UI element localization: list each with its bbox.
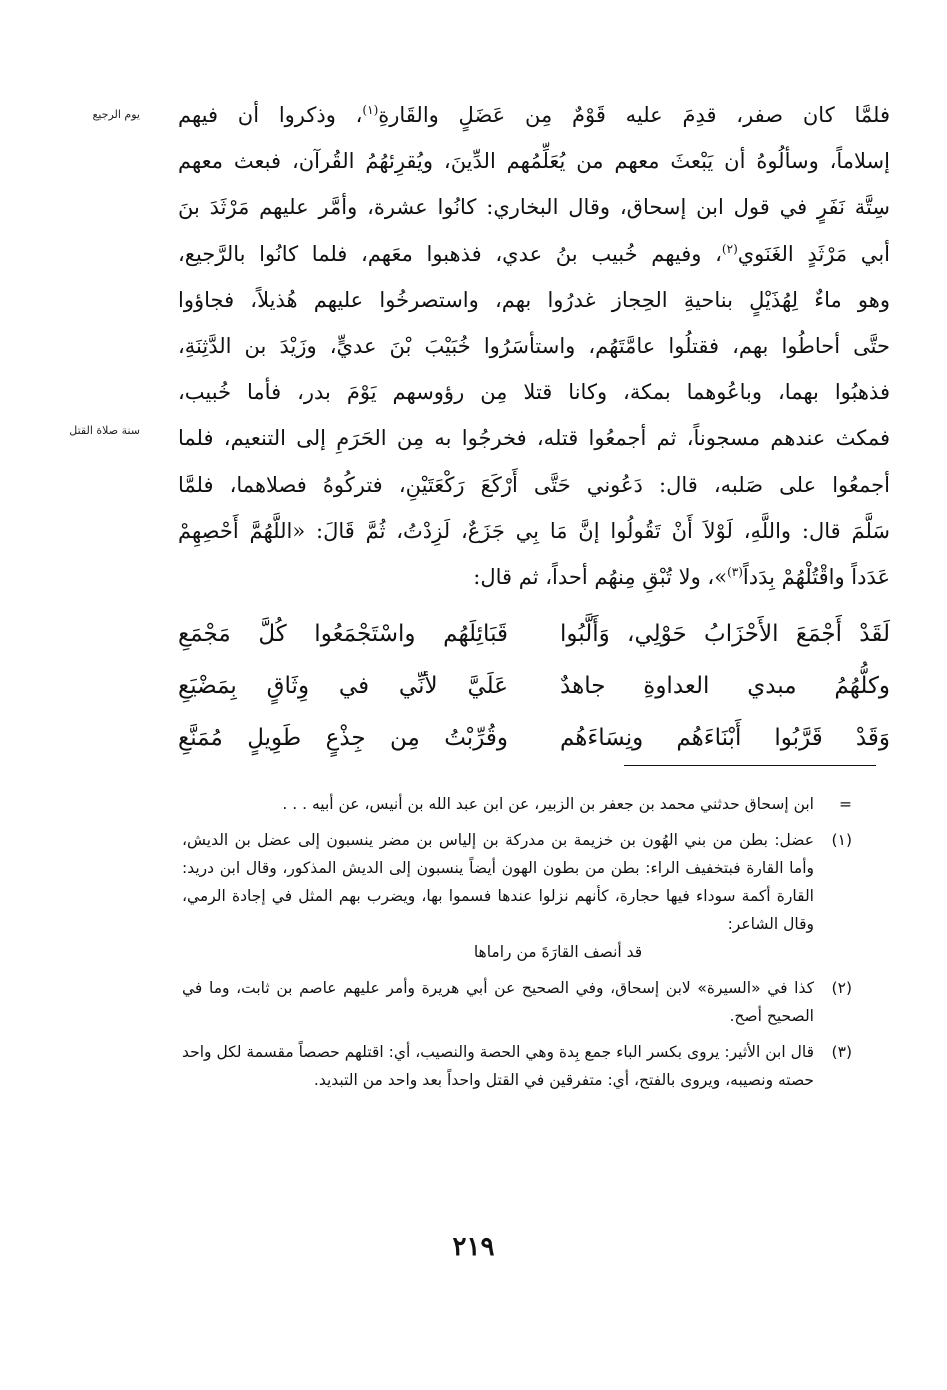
footnote-text: ابن إسحاق حدثني محمد بن جعفر بن الزبير، عن ابن عبد الله بن أنيس، عن أبيه . . .: [282, 795, 814, 813]
side-note-sunnat-salat-al-qatl: سنة صلاة القتل: [69, 424, 140, 437]
text-line-1: فلمَّا كان صفر، قدِمَ عليه قَوْمٌ مِن عَضَلٍ والقَارةِ$^{(١)}$، وذكروا أن فيهم: [178, 103, 890, 127]
page-number: ٢١٩: [452, 1232, 495, 1262]
footnote-ref-1: (١): [362, 103, 379, 117]
footnote-verse: قد أنصف القارَةَ من راماها: [473, 943, 643, 961]
text-line-7: فذهبُوا بهما، وباعُوهما بمكة، وكانا قتلا مِن رؤوسهم يَوْمَ بدر، فأما خُبيب،: [178, 380, 890, 405]
text-line-10: سَلَّمَ قال: واللَّهِ، لَوْلاَ أَنْ تَقُولُوا إنَّ مَا بِي جَزَعٌ، لَزِدْتُ، ثُمَّ قَالَ: «اللَّهُمَّ أَحْصِهِمْ: [178, 518, 890, 543]
poem-hemistich-left: وقُرِّبْتُ مِن جِذْعٍ طَوِيلٍ مُمَنَّعِ: [178, 725, 508, 751]
footnote-2: [182, 974, 852, 1030]
text-line-4: أبي مَرْثَدٍ الغَنَوي$^{(٢)}$، وفيهم خُبيب بنُ عدي، فذهبوا معَهم، فلما كانُوا بالرَّجيع،: [178, 241, 890, 266]
poem-block: [178, 608, 890, 764]
poem-verse: [178, 660, 890, 712]
poem-verse: [178, 608, 890, 660]
text-line-3: سِتَّة نَفَرٍ في قول ابن إسحاق، وقال البخاري: كانُوا عشرة، وأمَّر عليهم مَرْثَدَ بنَ: [178, 195, 890, 220]
footnote-marker: (٣): [831, 1043, 852, 1061]
footnotes-block: [182, 790, 852, 1102]
footnote-separator: [624, 765, 876, 766]
poem-hemistich-right: وَقَدْ قَرَّبُوا أَبْنَاءَهُم ونِسَاءَهُم: [560, 725, 890, 751]
text-line-6: حتَّى أحاطُوا بهم، فقتلُوا عامَّتَهُم، واستأسَرُوا خُبَيْبَ بْنَ عديٍّ، وزَيْدَ بن الدَّثِنَةِ،: [178, 333, 890, 358]
footnote-marker: (١): [831, 831, 852, 849]
poem-verse: [178, 712, 890, 764]
poem-hemistich-left: قَبَائِلَهُم واسْتَجْمَعُوا كُلَّ مَجْمَعِ: [178, 621, 508, 647]
footnote-ref-3: (٣): [727, 564, 743, 579]
text-line-9: أجمعُوا على صَلبه، قال: دَعُوني حَتَّى أَرْكَعَ رَكْعَتَيْنِ، فتركُوهُ فصلاهما، فلمَّا: [178, 472, 890, 497]
footnote-ref-2: (٢): [721, 241, 738, 256]
text-line-8: فمكث عندهم مسجوناً، ثم أجمعُوا قتله، فخرجُوا به مِن الحَرَمِ إلى التنعيم، فلما: [178, 426, 890, 451]
footnote-marker: =: [839, 795, 852, 813]
poem-hemistich-right: لَقَدْ أَجْمَعَ الأَحْزَابُ حَوْلِي، وَأَلَّبُوا: [560, 621, 890, 647]
footnote-text: كذا في «السيرة» لابن إسحاق، وفي الصحيح عن أبي هريرة وأمر عليهم عاصم بن ثابت، وما في الصحيح أصح.: [182, 979, 814, 1025]
footnote-marker: (٢): [831, 979, 852, 997]
poem-hemistich-right: وكلُّهُمُ مبدي العداوةِ جاهدٌ: [560, 673, 890, 699]
text-line-2: إسلاماً، وسألُوهُ أن يَبْعثَ معهم من يُعَلِّمُهم الدِّينَ، ويُقرِئهُمُ القُرآن، فبعث معهم: [178, 149, 890, 174]
side-note-yawm-al-raji: يوم الرجيع: [92, 108, 140, 121]
text-line-11: عَدَداً واقْتُلْهُمْ بِدَداً$^{(٣)}$»، ولا تُبْقِ مِنهُم أحداً، ثم قال:: [473, 564, 890, 589]
main-text-block: [178, 92, 890, 600]
footnote-1: [182, 826, 852, 966]
poem-hemistich-left: عَلَيَّ لأنِّي في وِثَاقٍ بِمَضْيَعِ: [178, 673, 508, 699]
footnote-continuation: [182, 790, 852, 818]
text-line-5: وهو ماءٌ لِهُذَيْلٍ بناحيةِ الحِجاز غدرُوا بهم، واستصرخُوا عليهم هُذيلاً، فجاؤوا: [178, 287, 890, 312]
footnote-text: عضل: بطن من بني الهُون بن خزيمة بن مدركة بن إلياس بن مضر ينسبون إلى عضل بن الديش، وأما القارة فبتخفيف الراء: بطن من بطون الهون أيضاً ينسبون إلى الديش المذكور، وقال ابن دريد: القارة أكمة سوداء فيها حجارة، كأنهم نزلوا عندها فسموا بها، ويضرب بهم المثل في إجادة الرمي، وقال الشاعر:: [182, 831, 814, 933]
footnote-text: قال ابن الأثير: يروى بكسر الباء جمع بِدة وهي الحصة والنصيب، أي: اقتلهم حصصاً مقسمة لكل واحد حصته ونصيبه، ويروى بالفتح، أي: متفرقين في القتل واحداً بعد واحد من التبديد.: [182, 1043, 814, 1089]
footnote-3: [182, 1038, 852, 1094]
